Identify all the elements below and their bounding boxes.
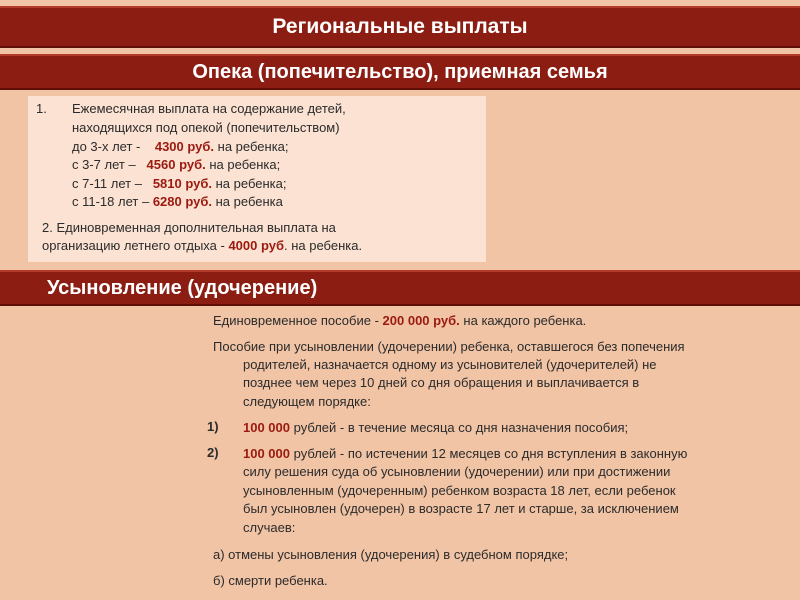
step2-line-4: был усыновлен (удочерен) в возрасте 17 лет и старше, за исключением [243,501,679,516]
adoption-title: Усыновление (удочерение) [47,276,318,299]
step2-amount: 100 000 [243,446,290,461]
item1-number: 1. [36,101,47,116]
step2-marker: 2) [207,445,219,460]
benefit-line-2: родителей, назначается одному из усыновителей (удочерителей) не [243,357,657,372]
age3-amount: 5810 руб. [152,176,212,191]
age1-amount: 4300 руб. [154,139,215,154]
benefit-line-1: Пособие при усыновлении (удочерении) ребенка, оставшегося без попечения [213,339,685,354]
age4-amount: 6280 руб. [152,194,212,209]
step1-line: 100 000 рублей - в течение месяца со дня назначения пособия; [243,420,629,435]
step2-line-5: случаев: [243,520,296,535]
age2-amount: 4560 руб. [146,157,206,172]
item2-line1: 2. Единовременная дополнительная выплата на [42,220,336,235]
exception-a: а) отмены усыновления (удочерения) в судебном порядке; [213,547,569,562]
item1-line1: Ежемесячная выплата на содержание детей, [72,101,346,116]
item2-amount: 4000 руб [228,238,284,253]
step1-amount: 100 000 [243,420,290,435]
step2-line-2: силу решения суда об усыновлении (удочерении) или при достижении [243,464,671,479]
step2-line-3: усыновленным (удочеренным) ребенком возраста 18 лет, если ребенок [243,483,676,498]
age-rate-row-3: с 7-11 лет – 5810 руб. на ребенка; [72,176,287,191]
age-rate-row-2: с 3-7 лет – 4560 руб. на ребенка; [72,157,281,172]
age-rate-row-1: до 3-х лет - 4300 руб. на ребенка; [72,139,289,154]
guardianship-content-box [28,96,486,262]
age-rate-row-4: с 11-18 лет – 6280 руб. на ребенка [72,194,283,209]
lump-sum-amount: 200 000 руб. [382,313,460,328]
guardianship-title: Опека (попечительство), приемная семья [192,60,608,83]
benefit-line-3: позднее чем через 10 дней со дня обращения и выплачивается в [243,375,640,390]
step2-line-1: 100 000 рублей - по истечении 12 месяцев со дня вступления в законную [243,446,688,461]
adoption-section-header [0,270,800,306]
page-title-bar [0,6,800,48]
item1-line2: находящихся под опекой (попечительством) [72,120,340,135]
page-title: Региональные выплаты [272,15,528,38]
guardianship-section-header [0,54,800,90]
item2-line2: организацию летнего отдыха - 4000 руб. на ребенка. [42,238,363,253]
exception-b: б) смерти ребенка. [213,573,328,588]
benefit-line-4: следующем порядке: [243,394,371,409]
step1-marker: 1) [207,419,219,434]
lump-sum-line: Единовременное пособие - 200 000 руб. на каждого ребенка. [213,313,587,328]
